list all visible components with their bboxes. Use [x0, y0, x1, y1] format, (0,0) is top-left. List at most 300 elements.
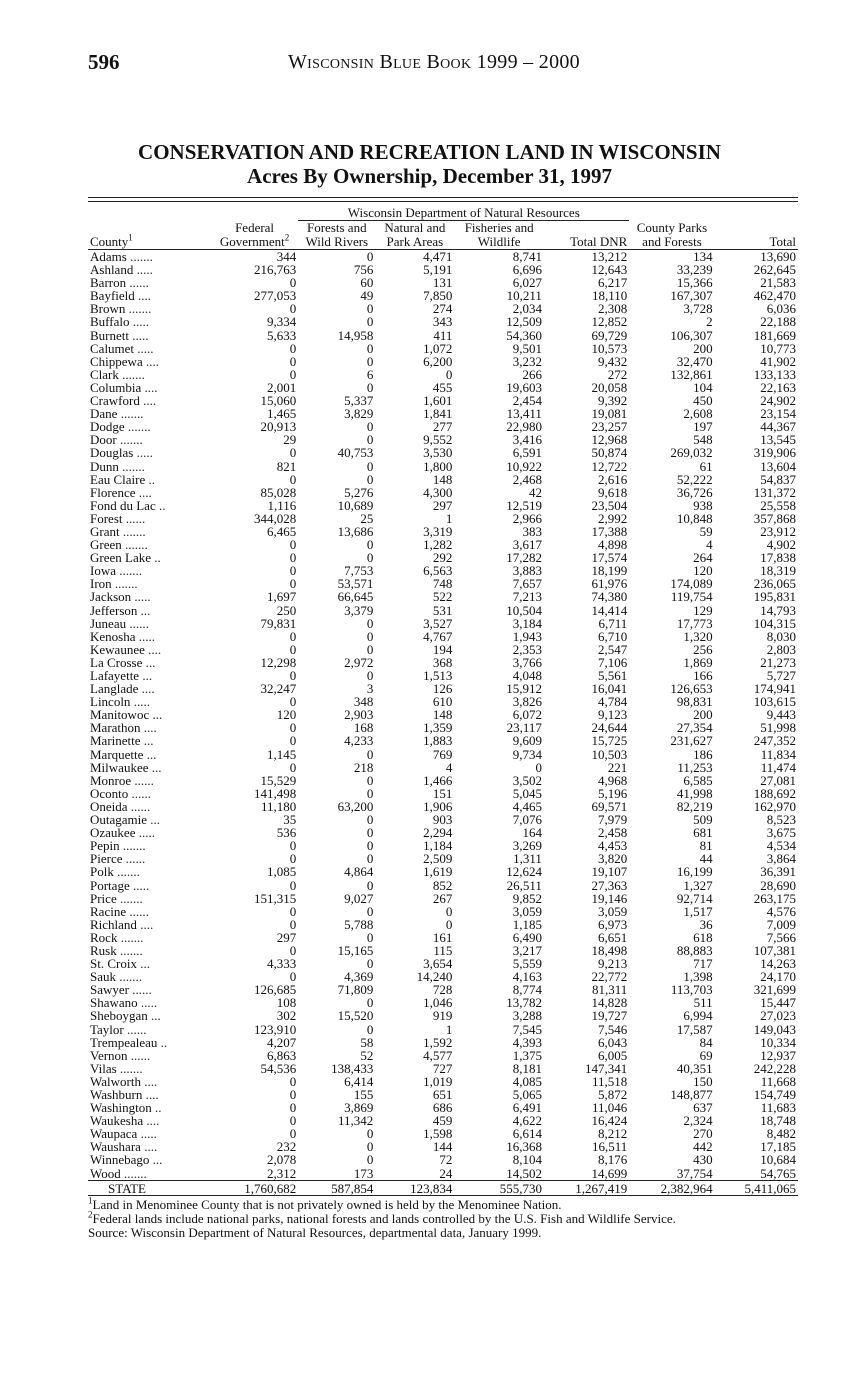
cell-natural-park-areas: 148 [432, 707, 453, 723]
county-name: Portage [90, 877, 130, 893]
cell-county-parks-forests: 17,773 [676, 615, 713, 631]
cell-total-dnr: 7,546 [598, 1021, 628, 1037]
col-county-parks-forests: County Parks and Forests [629, 221, 714, 250]
running-head: Wisconsin Blue Book 1999 – 2000 [288, 51, 580, 73]
cell-forests-wild-rivers: 2,903 [344, 707, 374, 723]
county-name: Pierce [90, 851, 123, 867]
cell-county-parks-forests: 174,089 [670, 576, 713, 592]
cell-total-dnr: 6,973 [598, 916, 628, 932]
cell-federal: 0 [289, 366, 297, 382]
cell-natural-park-areas: 1,072 [423, 340, 453, 356]
cell-federal: 0 [289, 916, 297, 932]
cell-federal: 232 [276, 1139, 297, 1155]
leader-dots: ...... [128, 785, 152, 801]
cell-natural-park-areas: 3,527 [423, 615, 453, 631]
cell-county-parks-forests: 41,998 [676, 785, 713, 801]
cell-total-dnr: 10,573 [591, 340, 628, 356]
cell-forests-wild-rivers: 0 [366, 432, 374, 448]
top-rule-2 [88, 201, 798, 202]
cell-fisheries-wildlife: 1,943 [512, 628, 542, 644]
leader-dots: ..... [137, 995, 158, 1011]
cell-total: 236,065 [753, 576, 796, 592]
cell-county [88, 1167, 211, 1181]
cell-federal: 12,298 [260, 654, 297, 670]
cell-county-parks-forests: 69 [699, 1047, 713, 1063]
table-row [88, 918, 798, 931]
cell-county-parks-forests: 6,585 [683, 772, 713, 788]
cell-total-dnr: 16,511 [592, 1139, 628, 1155]
county-name: La Crosse [90, 654, 143, 670]
cell-forests-wild-rivers: 0 [366, 929, 374, 945]
cell-forests-wild-rivers: 25 [360, 510, 374, 526]
county-name: Waushara [90, 1139, 141, 1155]
cell-total: 8,482 [766, 1126, 796, 1142]
cell-forests-wild-rivers: 168 [353, 720, 374, 736]
county-name: Grant [90, 523, 120, 539]
cell-total-dnr: 50,874 [591, 445, 628, 461]
leader-dots: ..... [133, 445, 153, 461]
cell-county-parks-forests: 430 [693, 1152, 713, 1168]
cell-county-parks-forests: 27,354 [676, 720, 713, 736]
table-row [88, 342, 798, 355]
cell-total: 162,970 [753, 798, 796, 814]
cell-county-parks-forests: 2,324 [683, 1113, 713, 1129]
cell-natural-park-areas: 368 [432, 654, 453, 670]
cell-fisheries-wildlife: 3,502 [512, 772, 542, 788]
cell-total: 181,669 [753, 327, 796, 343]
cell-fisheries-wildlife: 15,912 [506, 681, 542, 697]
cell-natural-park-areas: 148 [432, 471, 453, 487]
cell-total: 4,576 [766, 903, 796, 919]
table-row [88, 473, 798, 486]
cell-total-dnr: 16,424 [591, 1113, 628, 1129]
cell-total: 14,793 [760, 602, 796, 618]
cell-county-parks-forests: 186 [693, 746, 713, 762]
cell-federal: 0 [289, 537, 297, 553]
cell-fisheries-wildlife: 16,368 [506, 1139, 542, 1155]
cell-natural-park-areas: 24 [375, 1167, 454, 1181]
cell-fisheries-wildlife: 8,104 [512, 1152, 542, 1168]
cell-forests-wild-rivers: 66,645 [337, 589, 374, 605]
county-name: Kewaunee [90, 641, 145, 657]
cell-fisheries-wildlife: 3,766 [512, 654, 542, 670]
cell-forests-wild-rivers: 0 [366, 249, 374, 264]
county-name: Jefferson [90, 602, 138, 618]
cell-county-parks-forests: 32,470 [676, 353, 713, 369]
cell-forests-wild-rivers: 0 [366, 1021, 374, 1037]
cell-fisheries-wildlife: 8,181 [512, 1060, 542, 1076]
cell-forests-wild-rivers: 0 [366, 615, 374, 631]
county-name: Calumet [90, 340, 135, 356]
footnotes [88, 1195, 808, 1240]
cell-federal: 0 [289, 942, 297, 958]
cell-federal: 0 [289, 340, 297, 356]
cell-natural-park-areas: 277 [432, 419, 453, 435]
cell-natural-park-areas: 2,509 [423, 851, 453, 867]
col-county: County$^1$ [88, 221, 211, 250]
cell-total-dnr: 7,106 [598, 654, 628, 670]
cell-fisheries-wildlife: 383 [522, 523, 542, 539]
cell-federal: 0 [289, 969, 297, 985]
cell-forests-wild-rivers: 0 [366, 746, 374, 762]
cell-natural-park-areas: 4,300 [423, 484, 453, 500]
table-row [88, 446, 798, 459]
county-name: Crawford [90, 393, 140, 409]
cell-county-parks-forests: 637 [693, 1100, 713, 1116]
cell-fisheries-wildlife: 7,213 [512, 589, 542, 605]
footnote-mark-2: 2 [284, 232, 290, 243]
table-row [88, 604, 798, 617]
cell-fisheries-wildlife: 4,465 [512, 798, 542, 814]
leader-dots: ... [139, 668, 153, 683]
cell-forests-wild-rivers: 0 [366, 995, 374, 1011]
cell-natural-park-areas: 1,619 [423, 864, 453, 880]
cell-federal: 216,763 [254, 262, 297, 278]
cell-county-parks-forests: 59 [699, 523, 713, 539]
county-name: Langlade [90, 681, 139, 697]
cell-natural-park-areas: 610 [432, 694, 453, 710]
leader-dots: ..... [129, 877, 150, 893]
cell-fisheries-wildlife: 8,774 [512, 982, 542, 998]
county-name: Green Lake [90, 550, 151, 566]
cell-total: 21,273 [760, 654, 796, 670]
cell-county-parks-forests: 61 [699, 458, 713, 474]
cell-county [88, 1049, 211, 1062]
cell-federal: 79,831 [260, 615, 297, 631]
cell-total-dnr: 6,651 [598, 929, 628, 945]
cell-fisheries-wildlife: 6,591 [512, 445, 542, 461]
cell-fisheries-wildlife: 10,504 [506, 602, 542, 618]
cell-county [88, 355, 211, 368]
cell-forests-wild-rivers: 40,753 [337, 445, 374, 461]
cell-forests-wild-rivers: 0 [366, 379, 374, 395]
cell-forests-wild-rivers: 3,869 [344, 1100, 374, 1116]
leader-dots: ....... [116, 563, 142, 579]
county-name: Dane [90, 406, 118, 422]
county-name: Monroe [90, 772, 132, 788]
county-name: Waukesha [90, 1113, 144, 1129]
cell-federal: 1,145 [267, 746, 297, 762]
cell-county-parks-forests: 200 [693, 340, 713, 356]
cell-total: 8,030 [766, 628, 796, 644]
leader-dots: ....... [119, 838, 146, 854]
cell-natural-park-areas: 3,319 [423, 523, 453, 539]
cell-total-dnr: 5,872 [598, 1087, 628, 1102]
cell-county-parks-forests: 120 [693, 563, 713, 579]
table-row [88, 499, 798, 512]
cell-total-dnr: 8,176 [598, 1152, 628, 1168]
col-fisheries-wildlife: Fisheries and Wildlife [454, 221, 544, 250]
cell-total: 3,864 [766, 851, 796, 867]
cell-natural-park-areas: 651 [432, 1087, 453, 1102]
county-name: Polk [90, 864, 114, 880]
cell-fisheries-wildlife: 1,185 [512, 916, 542, 932]
cell-federal: 0 [289, 877, 297, 893]
col-natural-park-areas: Natural and Park Areas [375, 221, 454, 250]
cell-forests-wild-rivers: 0 [366, 838, 374, 854]
cell-county-parks-forests: 167,307 [670, 288, 713, 304]
cell-fisheries-wildlife: 22,980 [506, 419, 542, 435]
cell-federal: 821 [276, 458, 297, 474]
county-name: Florence [90, 484, 136, 500]
cell-total: 5,411,065 [715, 1180, 798, 1195]
cell-fisheries-wildlife: 2,353 [512, 641, 542, 657]
cell-fisheries-wildlife: 3,059 [512, 903, 542, 919]
cell-natural-park-areas: 727 [432, 1060, 453, 1076]
top-rule-1 [88, 197, 798, 198]
cell-federal: 6,863 [267, 1047, 297, 1063]
cell-total: 17,185 [760, 1139, 796, 1155]
cell-fisheries-wildlife: 23,117 [506, 720, 542, 736]
cell-federal: 0 [289, 550, 297, 566]
cell-total: 7,566 [766, 929, 796, 945]
leader-dots: .. [145, 471, 155, 487]
cell-forests-wild-rivers: 7,753 [344, 563, 374, 579]
cell-forests-wild-rivers: 0 [366, 772, 374, 788]
cell-forests-wild-rivers: 5,276 [344, 484, 374, 500]
cell-fisheries-wildlife: 1,311 [513, 851, 542, 867]
county-name: Rusk [90, 942, 117, 958]
cell-county-parks-forests: 511 [693, 995, 713, 1011]
cell-natural-park-areas: 72 [439, 1152, 453, 1168]
cell-total-dnr: 20,058 [591, 379, 628, 395]
cell-natural-park-areas: 769 [432, 746, 453, 762]
county-name: Marathon [90, 720, 141, 736]
cell-forests-wild-rivers: 0 [366, 550, 374, 566]
cell-natural-park-areas: 1 [445, 510, 453, 526]
cell-forests-wild-rivers: 63,200 [337, 798, 374, 814]
cell-total: 14,263 [760, 956, 796, 972]
cell-forests-wild-rivers: 0 [366, 903, 374, 919]
cell-total-dnr: 14,699 [544, 1167, 629, 1181]
cell-total-dnr: 4,898 [598, 537, 628, 553]
leader-dots: ..... [137, 1126, 157, 1142]
leader-dots: ... [143, 746, 157, 762]
cell-natural-park-areas: 4 [445, 759, 453, 775]
table-row [88, 1049, 798, 1062]
cell-forests-wild-rivers: 0 [366, 314, 374, 330]
cell-total-dnr: 2,458 [598, 825, 628, 841]
county-name: Green [90, 537, 122, 553]
leader-dots: .... [144, 641, 162, 657]
cell-county-parks-forests: 450 [693, 393, 713, 409]
county-name: Manitowoc [90, 707, 150, 723]
cell-total: 6,036 [766, 301, 796, 317]
county-name: Fond du Lac [90, 497, 156, 513]
cell-total: 3,675 [766, 825, 796, 841]
cell-forests-wild-rivers: 14,958 [337, 327, 374, 343]
cell-natural-park-areas: 1,282 [423, 537, 453, 553]
col-total: Total [715, 221, 798, 250]
cell-federal: 0 [289, 628, 297, 644]
cell-total-dnr: 4,453 [598, 838, 628, 854]
leader-dots: .. [155, 497, 166, 513]
cell-natural-park-areas: 6,200 [423, 353, 453, 369]
county-name: Oneida [90, 798, 128, 814]
cell-natural-park-areas: 919 [432, 1008, 453, 1024]
leader-dots: ..... [134, 340, 154, 356]
cell-federal: 1,697 [267, 589, 297, 605]
cell-federal: 0 [289, 668, 297, 683]
county-name: Wood [90, 1165, 121, 1181]
county-name: Douglas [90, 445, 134, 461]
cell-total: 22,163 [760, 379, 796, 395]
cell-forests-wild-rivers: 0 [366, 301, 374, 317]
cell-federal: 1,085 [267, 864, 297, 880]
county-name: Forest [90, 510, 123, 526]
cell-fisheries-wildlife: 3,269 [512, 838, 542, 854]
cell-total: 23,912 [760, 523, 796, 539]
cell-total: 27,081 [760, 772, 796, 788]
leader-dots: .... [135, 484, 152, 500]
cell-county [88, 931, 211, 944]
table-row [88, 931, 798, 944]
cell-federal: 277,053 [254, 288, 297, 304]
cell-total: 41,902 [760, 353, 796, 369]
cell-total-dnr: 17,574 [591, 550, 628, 566]
table-row [88, 1023, 798, 1036]
cell-forests-wild-rivers: 11,342 [338, 1113, 374, 1129]
cell-forests-wild-rivers: 155 [353, 1087, 374, 1102]
cell-total: 24,170 [760, 969, 796, 985]
cell-county-parks-forests: 119,754 [670, 589, 713, 605]
cell-fisheries-wildlife: 2,966 [512, 510, 542, 526]
leader-dots: ..... [135, 628, 155, 644]
county-name: Adams [90, 249, 127, 264]
cell-natural-park-areas: 1,184 [423, 838, 453, 854]
state-label: STATE [88, 1180, 211, 1195]
page-number: 596 [88, 50, 120, 74]
cell-total: 262,645 [753, 262, 796, 278]
cell-forests-wild-rivers: 0 [366, 340, 374, 356]
dnr-group-header: Wisconsin Department of Natural Resources [298, 206, 629, 221]
cell-federal: 126,685 [254, 982, 297, 998]
cell-federal: 20,913 [260, 419, 297, 435]
cell-federal: 0 [289, 1100, 297, 1116]
cell-total-dnr: 5,196 [598, 785, 628, 801]
cell-fisheries-wildlife: 3,883 [512, 563, 542, 579]
cell-natural-park-areas: 1,466 [423, 772, 453, 788]
cell-forests-wild-rivers: 0 [366, 825, 374, 841]
county-name: Eau Claire [90, 471, 146, 487]
cell-forests-wild-rivers: 0 [366, 812, 374, 828]
cell-forests-wild-rivers: 9,027 [344, 890, 374, 906]
table-row [88, 486, 798, 499]
cell-total-dnr: 19,107 [591, 864, 628, 880]
cell-total-dnr: 4,968 [598, 772, 628, 788]
cell-total: 11,834 [760, 746, 796, 762]
cell-county-parks-forests: 44 [699, 851, 713, 867]
cell-forests-wild-rivers: 4,864 [344, 864, 374, 880]
cell-total: 107,381 [753, 942, 796, 958]
cell-total-dnr: 69,729 [591, 327, 628, 343]
leader-dots: ...... [129, 982, 152, 998]
cell-federal: 6,465 [267, 523, 297, 539]
cell-federal: 0 [289, 353, 297, 369]
cell-fisheries-wildlife: 2,034 [512, 301, 542, 317]
cell-forests-wild-rivers: 15,520 [337, 1008, 374, 1024]
county-name: Price [90, 890, 117, 906]
cell-county-parks-forests: 52,222 [676, 471, 713, 487]
cell-total-dnr: 9,213 [598, 956, 628, 972]
cell-county [88, 512, 211, 525]
leader-dots: .... [143, 1113, 160, 1129]
cell-federal: 151,315 [254, 890, 297, 906]
county-name: Washington [90, 1100, 152, 1116]
cell-fisheries-wildlife: 1,375 [512, 1047, 542, 1063]
cell-fisheries-wildlife: 6,072 [512, 707, 542, 723]
cell-federal: 0 [289, 759, 297, 775]
table-row [88, 774, 798, 787]
county-name: Buffalo [90, 314, 130, 330]
cell-total: 131,372 [753, 484, 796, 500]
county-name: Taylor [90, 1021, 124, 1037]
cell-forests-wild-rivers: 0 [366, 537, 374, 553]
leader-dots: ... [149, 1152, 163, 1168]
cell-forests-wild-rivers: 71,809 [337, 982, 374, 998]
cell-total: 5,727 [766, 668, 796, 683]
cell-federal: 120 [276, 707, 297, 723]
cell-fisheries-wildlife: 10,922 [506, 458, 542, 474]
leader-dots: .. [151, 550, 161, 566]
leader-dots: .... [140, 1139, 158, 1155]
cell-natural-park-areas: 194 [432, 641, 453, 657]
leader-dots: ....... [118, 366, 145, 382]
cell-natural-park-areas: 1,841 [423, 406, 453, 422]
cell-county-parks-forests: 82,219 [676, 798, 713, 814]
cell-total: 25,558 [760, 497, 796, 513]
cell-total-dnr: 12,852 [591, 314, 628, 330]
cell-total: 9,443 [766, 707, 796, 723]
cell-federal: 0 [289, 301, 297, 317]
cell-county [88, 918, 211, 931]
cell-county-parks-forests: 16,199 [676, 864, 713, 880]
leader-dots: ... [142, 654, 156, 670]
cell-forests-wild-rivers: 0 [366, 851, 374, 867]
cell-natural-park-areas: 522 [432, 589, 453, 605]
cell-natural-park-areas: 455 [432, 379, 453, 395]
cell-total-dnr: 3,820 [598, 851, 628, 867]
cell-federal: 250 [276, 602, 297, 618]
cell-total-dnr: 74,380 [591, 589, 628, 605]
cell-forests-wild-rivers: 10,689 [337, 497, 374, 513]
cell-natural-park-areas: 903 [432, 812, 453, 828]
cell-federal: 0 [289, 641, 297, 657]
cell-natural-park-areas: 9,552 [423, 432, 453, 448]
cell-natural-park-areas: 728 [432, 982, 453, 998]
cell-total-dnr: 11,046 [592, 1100, 628, 1116]
table-row [88, 865, 798, 878]
cell-county-parks-forests: 36,726 [676, 484, 713, 500]
cell-county-parks-forests: 11,253 [677, 759, 713, 775]
cell-fisheries-wildlife: 266 [522, 366, 542, 382]
county-name: Washburn [90, 1087, 143, 1102]
cell-total: 13,690 [760, 249, 796, 264]
cell-forests-wild-rivers: 2,972 [344, 654, 374, 670]
table-row [88, 1036, 798, 1049]
cell-total-dnr: 19,081 [591, 406, 628, 422]
cell-natural-park-areas: 4,471 [423, 249, 453, 264]
cell-county-parks-forests: 509 [693, 812, 713, 828]
cell-county-parks-forests: 134 [693, 249, 713, 264]
cell-county-parks-forests: 270 [693, 1126, 713, 1142]
leader-dots: .... [136, 916, 154, 932]
cell-county-parks-forests: 104 [693, 379, 713, 395]
cell-total-dnr: 221 [607, 759, 628, 775]
cell-total-dnr: 6,005 [598, 1047, 628, 1063]
county-name: Rock [90, 929, 118, 945]
county-name: Juneau [90, 615, 127, 631]
